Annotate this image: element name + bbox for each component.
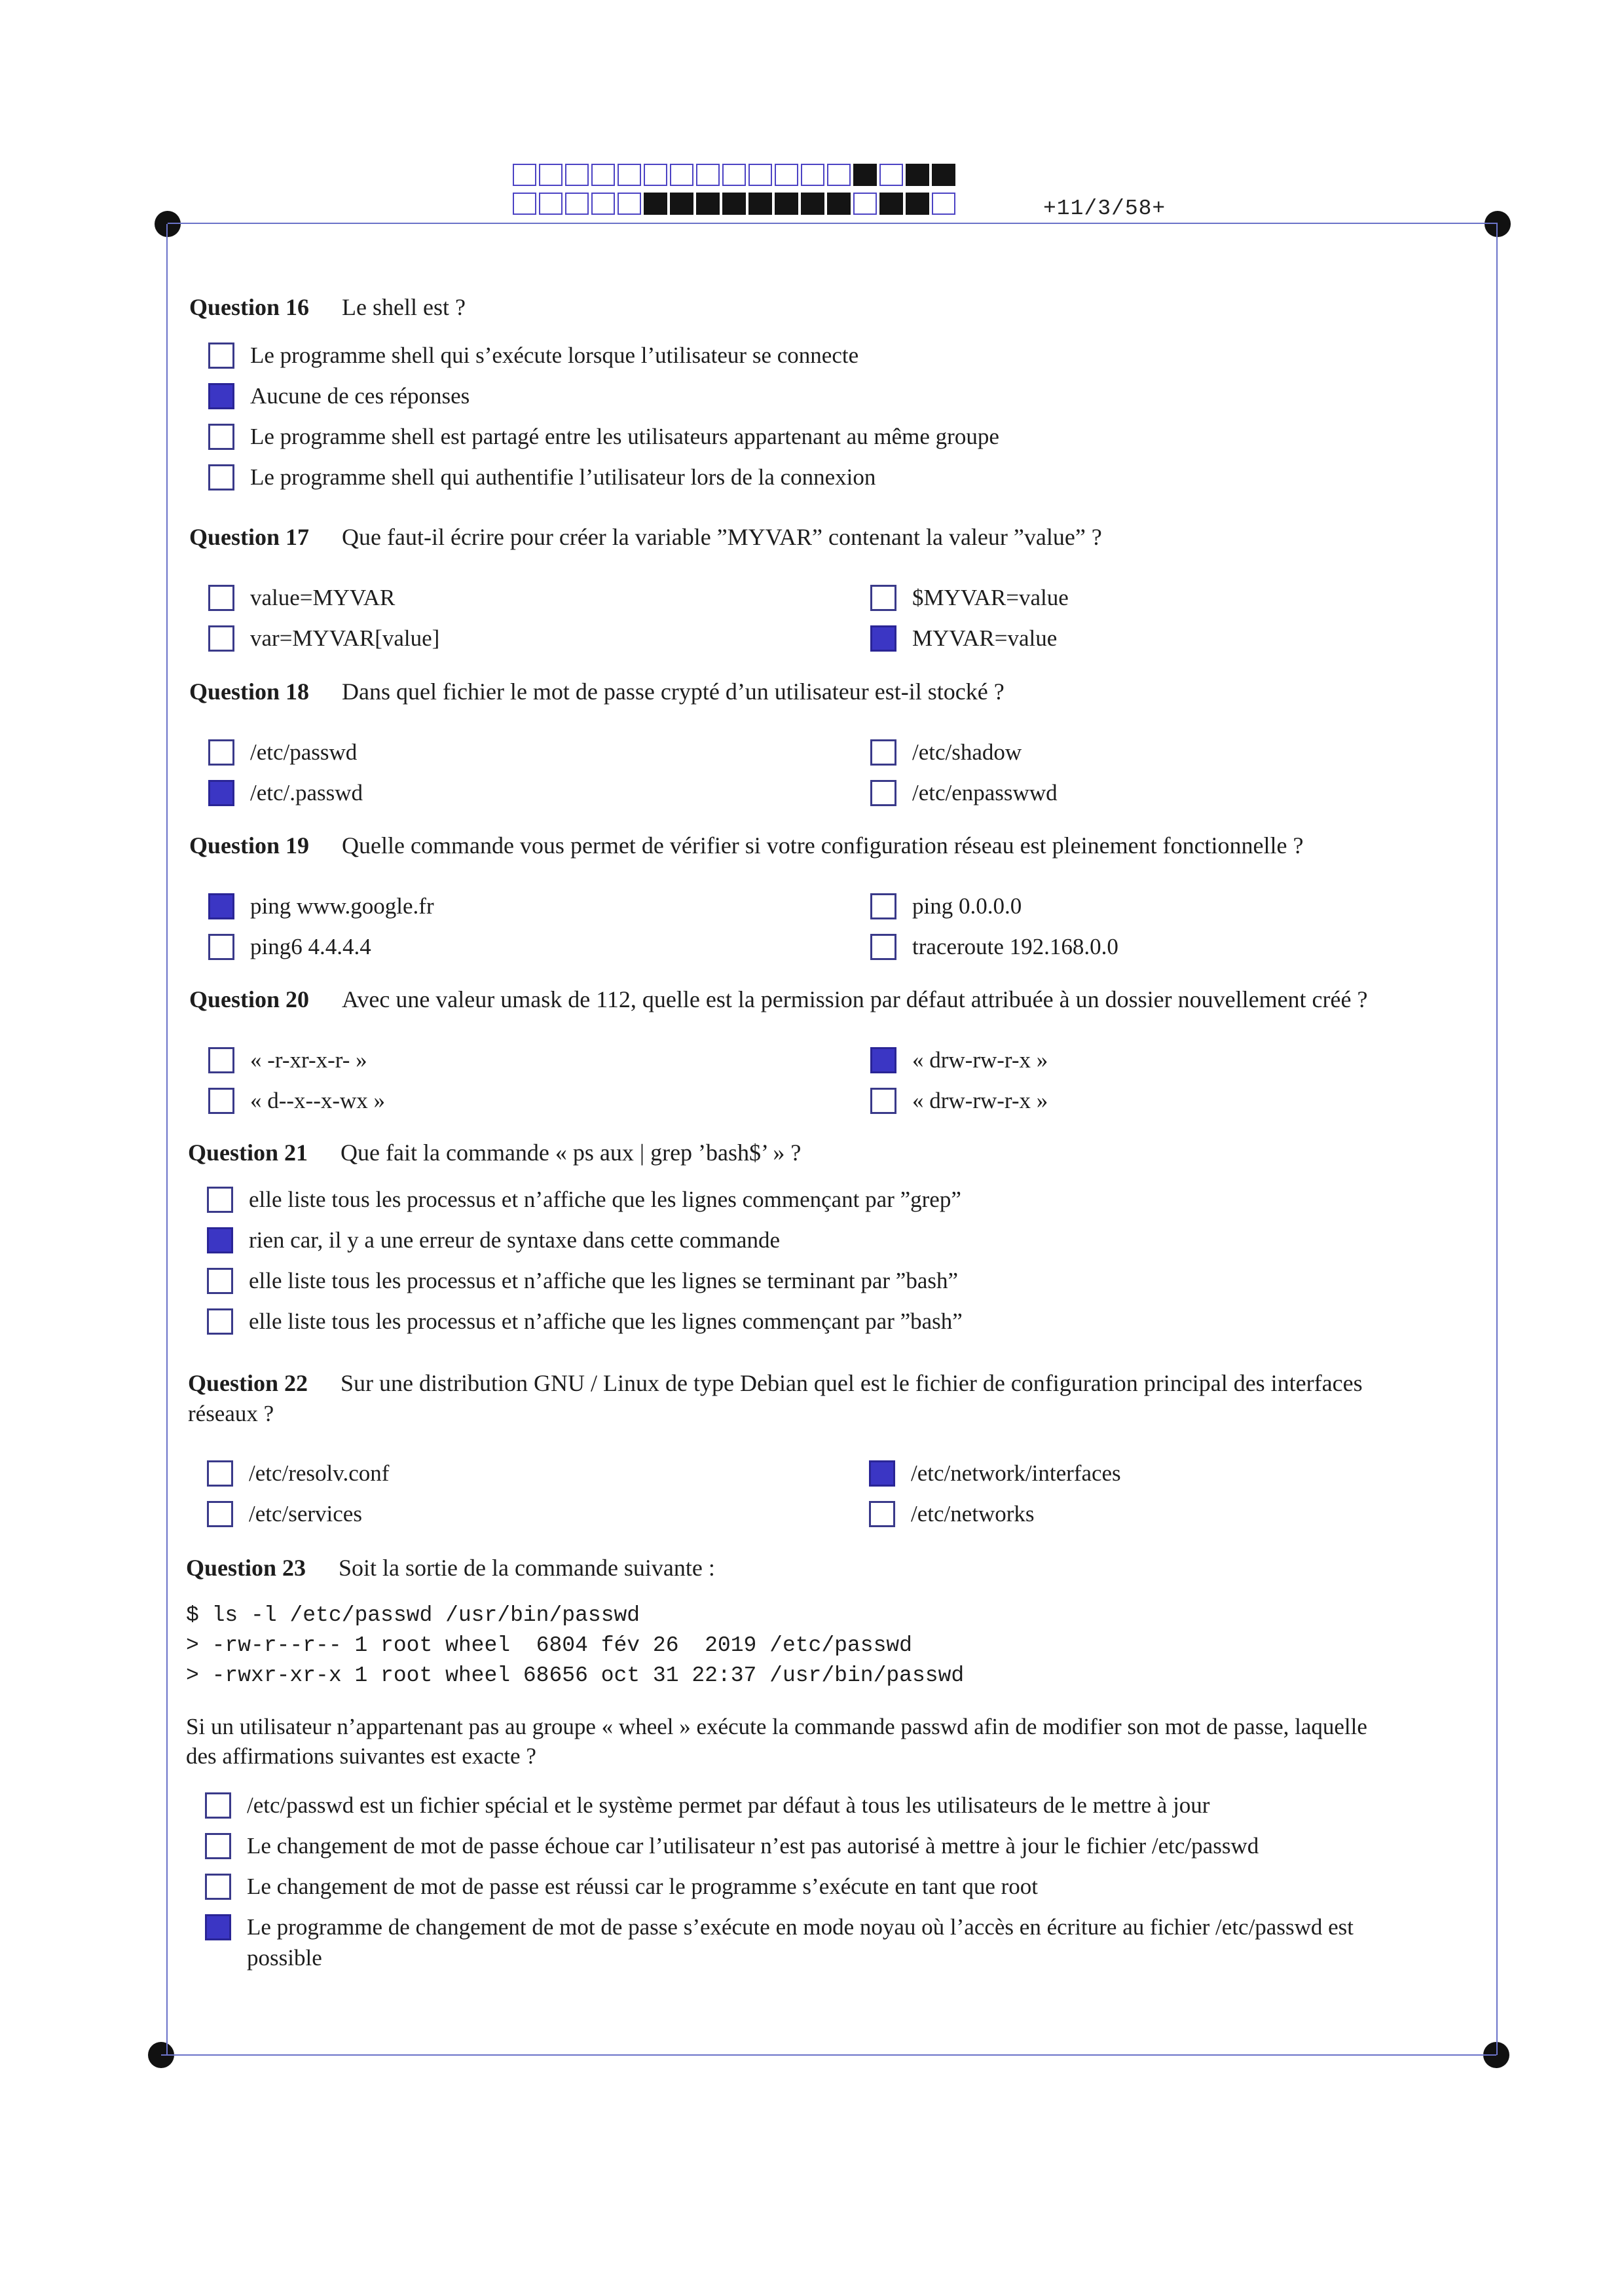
checkbox[interactable] — [870, 1088, 896, 1114]
q19-option-2[interactable] — [870, 892, 1022, 921]
student-id-barcode — [513, 164, 958, 221]
q18-option-4[interactable] — [870, 779, 1058, 807]
q20-option-1[interactable] — [208, 1046, 367, 1075]
q17-option-3[interactable] — [208, 624, 439, 653]
option-label: Le programme shell est partagé entre les utilisateurs appartenant au même groupe — [250, 424, 999, 449]
question-number: Question 19 — [189, 832, 310, 859]
q16-option-2[interactable] — [208, 382, 470, 411]
option-label: Le changement de mot de passe est réussi car le programme s’exécute en tant que root — [247, 1874, 1038, 1899]
frame-right — [1496, 224, 1498, 2055]
question-17-header — [189, 523, 1102, 551]
checkbox[interactable] — [869, 1501, 895, 1527]
question-20-header — [189, 985, 1367, 1014]
question-text: Que faut-il écrire pour créer la variable ”MYVAR” contenant la valeur ”value” ? — [342, 524, 1102, 550]
command-output-line-2: > -rw-r--r-- 1 root wheel 6804 fév 26 2019 /etc/passwd — [186, 1633, 912, 1657]
q21-option-1[interactable] — [207, 1185, 961, 1214]
checkbox[interactable] — [207, 1268, 233, 1294]
question-16-header — [189, 293, 466, 322]
checkbox[interactable] — [207, 1308, 233, 1335]
checkbox[interactable] — [208, 739, 234, 766]
q23-option-1[interactable] — [205, 1791, 1209, 1820]
checkbox[interactable] — [208, 464, 234, 491]
option-label: /etc/resolv.conf — [249, 1460, 390, 1486]
checkbox-checked[interactable] — [869, 1460, 895, 1487]
checkbox[interactable] — [208, 1047, 234, 1073]
checkbox[interactable] — [208, 585, 234, 611]
q20-option-3[interactable] — [208, 1086, 385, 1115]
checkbox-checked[interactable] — [208, 893, 234, 919]
option-label: ping6 4.4.4.4 — [250, 934, 371, 959]
q23-option-4-continued: possible — [247, 1945, 322, 1971]
question-text: Soit la sortie de la commande suivante : — [339, 1555, 715, 1581]
checkbox[interactable] — [207, 1501, 233, 1527]
option-label: ping www.google.fr — [250, 893, 434, 919]
q21-option-2[interactable] — [207, 1226, 780, 1255]
checkbox[interactable] — [205, 1874, 231, 1900]
question-number: Question 16 — [189, 294, 310, 320]
checkbox[interactable] — [208, 625, 234, 652]
checkbox[interactable] — [870, 739, 896, 766]
option-label: /etc/passwd — [250, 739, 358, 765]
option-label: Le programme de changement de mot de passe s’exécute en mode noyau où l’accès en écriture au fichier /etc/passwd est — [247, 1914, 1354, 1940]
question-text: Que fait la commande « ps aux | grep ’bash$’ » ? — [341, 1139, 802, 1166]
checkbox[interactable] — [870, 780, 896, 806]
checkbox-checked[interactable] — [208, 780, 234, 806]
checkbox-checked[interactable] — [870, 1047, 896, 1073]
option-label: Le programme shell qui s’exécute lorsque l’utilisateur se connecte — [250, 343, 859, 368]
option-label: « drw-rw-r-x » — [912, 1088, 1048, 1113]
q22-option-4[interactable] — [869, 1500, 1035, 1528]
question-21-header — [188, 1138, 801, 1167]
question-number: Question 23 — [186, 1555, 306, 1581]
question-text: Quelle commande vous permet de vérifier si votre configuration réseau est pleinement fonctionnelle ? — [342, 832, 1304, 859]
checkbox-checked[interactable] — [208, 383, 234, 409]
option-label: var=MYVAR[value] — [250, 625, 440, 651]
checkbox[interactable] — [207, 1187, 233, 1213]
q16-option-4[interactable] — [208, 463, 876, 492]
registration-mark-top-right — [1485, 211, 1511, 237]
q18-option-3[interactable] — [208, 779, 363, 807]
option-label: value=MYVAR — [250, 585, 396, 610]
checkbox-checked[interactable] — [870, 625, 896, 652]
question-23-paragraph-line-1: Si un utilisateur n’appartenant pas au groupe « wheel » exécute la commande passwd afin de modifier son mot de passe, laquelle — [186, 1714, 1367, 1739]
q17-option-2[interactable] — [870, 583, 1069, 612]
checkbox[interactable] — [208, 1088, 234, 1114]
q18-option-2[interactable] — [870, 738, 1022, 767]
q17-option-1[interactable] — [208, 583, 395, 612]
option-label: elle liste tous les processus et n’affiche que les lignes commençant par ”grep” — [249, 1187, 961, 1212]
q23-option-3[interactable] — [205, 1872, 1038, 1901]
option-label: /etc/.passwd — [250, 780, 363, 805]
q23-option-4[interactable] — [205, 1913, 1354, 1942]
option-label: $MYVAR=value — [912, 585, 1069, 610]
checkbox[interactable] — [870, 585, 896, 611]
page-code: +11/3/58+ — [1043, 196, 1166, 221]
checkbox[interactable] — [205, 1833, 231, 1859]
option-label: Le changement de mot de passe échoue car l’utilisateur n’est pas autorisé à mettre à jour le fichier /etc/passwd — [247, 1833, 1259, 1859]
option-label: /etc/enpasswwd — [912, 780, 1058, 805]
question-number: Question 21 — [188, 1139, 308, 1166]
registration-mark-top-left — [155, 211, 181, 237]
option-label: elle liste tous les processus et n’affiche que les lignes se terminant par ”bash” — [249, 1268, 959, 1293]
checkbox[interactable] — [870, 893, 896, 919]
question-23-paragraph-line-2: des affirmations suivantes est exacte ? — [186, 1743, 536, 1769]
question-number: Question 17 — [189, 524, 310, 550]
option-label: rien car, il y a une erreur de syntaxe dans cette commande — [249, 1227, 780, 1253]
q18-option-1[interactable] — [208, 738, 357, 767]
q22-option-3[interactable] — [207, 1500, 362, 1528]
frame-top — [168, 223, 1498, 224]
q20-option-2[interactable] — [870, 1046, 1048, 1075]
option-label: /etc/shadow — [912, 739, 1022, 765]
question-text: Sur une distribution GNU / Linux de type Debian quel est le fichier de configuration principal des interfaces — [341, 1370, 1363, 1396]
question-number: Question 22 — [188, 1370, 308, 1396]
option-label: Le programme shell qui authentifie l’utilisateur lors de la connexion — [250, 464, 876, 490]
q22-option-1[interactable] — [207, 1459, 389, 1488]
q22-option-2[interactable] — [869, 1459, 1121, 1488]
command-output-line-3: > -rwxr-xr-x 1 root wheel 68656 oct 31 22:37 /usr/bin/passwd — [186, 1663, 965, 1688]
question-text: Avec une valeur umask de 112, quelle est la permission par défaut attribuée à un dossier nouvellement créé ? — [342, 986, 1368, 1012]
q21-option-4[interactable] — [207, 1307, 963, 1336]
question-text: Dans quel fichier le mot de passe crypté d’un utilisateur est-il stocké ? — [342, 678, 1005, 705]
q20-option-4[interactable] — [870, 1086, 1048, 1115]
q17-option-4[interactable] — [870, 624, 1057, 653]
q23-option-2[interactable] — [205, 1832, 1259, 1861]
question-19-header — [189, 831, 1304, 860]
question-text: Le shell est ? — [342, 294, 466, 320]
option-label: Aucune de ces réponses — [250, 383, 470, 409]
question-18-header — [189, 677, 1005, 706]
q19-option-3[interactable] — [208, 933, 371, 961]
question-22-header — [188, 1369, 1363, 1398]
checkbox[interactable] — [208, 424, 234, 450]
option-label: /etc/networks — [911, 1501, 1035, 1527]
q16-option-3[interactable] — [208, 422, 999, 451]
option-label: « drw-rw-r-x » — [912, 1047, 1048, 1073]
command-output-line-1: $ ls -l /etc/passwd /usr/bin/passwd — [186, 1603, 640, 1627]
q19-option-4[interactable] — [870, 933, 1118, 961]
frame-bottom — [161, 2054, 1496, 2056]
option-label: /etc/network/interfaces — [911, 1460, 1121, 1486]
q19-option-1[interactable] — [208, 892, 434, 921]
option-label: « -r-xr-x-r- » — [250, 1047, 367, 1073]
frame-left — [166, 224, 168, 2055]
option-label: traceroute 192.168.0.0 — [912, 934, 1118, 959]
checkbox[interactable] — [208, 934, 234, 960]
option-label: /etc/passwd est un fichier spécial et le système permet par défaut à tous les utilisateurs de le mettre à jour — [247, 1792, 1210, 1818]
checkbox[interactable] — [207, 1460, 233, 1487]
question-number: Question 20 — [189, 986, 310, 1012]
question-number: Question 18 — [189, 678, 310, 705]
checkbox[interactable] — [205, 1792, 231, 1819]
checkbox[interactable] — [870, 934, 896, 960]
checkbox-checked[interactable] — [207, 1227, 233, 1253]
checkbox[interactable] — [208, 343, 234, 369]
option-label: elle liste tous les processus et n’affiche que les lignes commençant par ”bash” — [249, 1308, 963, 1334]
q16-option-1[interactable] — [208, 341, 858, 370]
checkbox-checked[interactable] — [205, 1914, 231, 1940]
question-23-header — [186, 1553, 715, 1582]
q21-option-3[interactable] — [207, 1267, 958, 1295]
option-label: MYVAR=value — [912, 625, 1058, 651]
question-22-text-continued: réseaux ? — [188, 1401, 274, 1426]
option-label: ping 0.0.0.0 — [912, 893, 1022, 919]
option-label: /etc/services — [249, 1501, 362, 1527]
option-label: « d--x--x-wx » — [250, 1088, 386, 1113]
